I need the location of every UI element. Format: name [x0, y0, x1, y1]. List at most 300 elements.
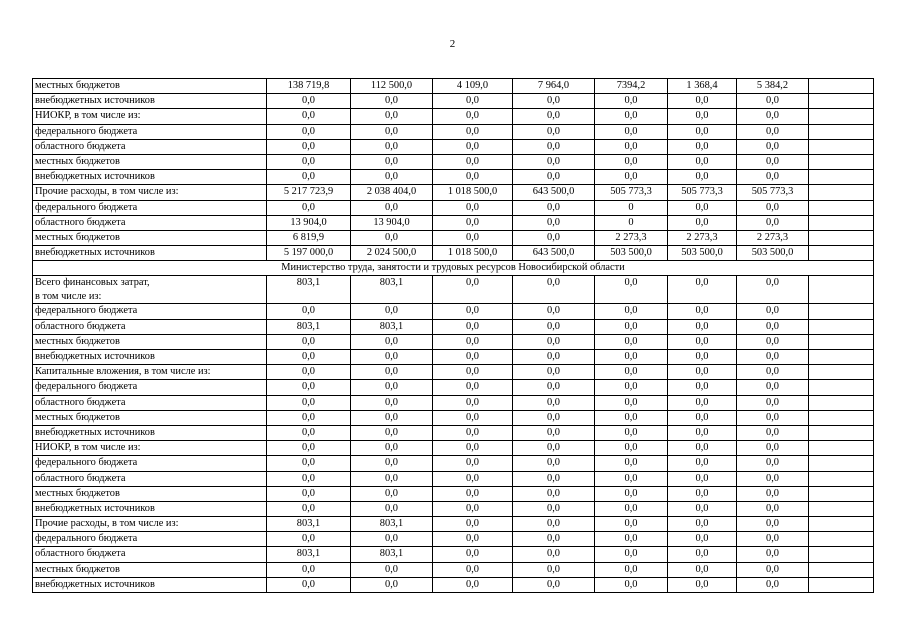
value-cell: 803,1 [267, 517, 351, 532]
row-label: федерального бюджета [33, 200, 267, 215]
value-cell: 0,0 [351, 501, 433, 516]
value-cell: 0,0 [668, 139, 737, 154]
value-cell: 0,0 [737, 395, 809, 410]
row-label: областного бюджета [33, 395, 267, 410]
ministry-heading-row [33, 261, 874, 276]
value-cell: 0,0 [513, 547, 595, 562]
value-cell [809, 425, 874, 440]
value-cell: 0,0 [737, 319, 809, 334]
value-cell: 0,0 [513, 170, 595, 185]
value-cell: 0,0 [737, 441, 809, 456]
value-cell: 0,0 [595, 124, 668, 139]
value-cell: 0,0 [668, 276, 737, 304]
value-cell: 803,1 [351, 517, 433, 532]
value-cell [809, 365, 874, 380]
value-cell: 0,0 [737, 562, 809, 577]
row-label-line: Всего финансовых затрат, [35, 277, 150, 289]
value-cell: 13 904,0 [351, 215, 433, 230]
value-cell: 0,0 [513, 109, 595, 124]
value-cell [809, 395, 874, 410]
value-cell [809, 547, 874, 562]
row-label: областного бюджета [33, 139, 267, 154]
table-row [33, 501, 874, 516]
value-cell: 0,0 [737, 154, 809, 169]
value-cell: 0,0 [433, 94, 513, 109]
value-cell: 0,0 [668, 365, 737, 380]
table-row [33, 304, 874, 319]
value-cell: 0,0 [433, 410, 513, 425]
value-cell: 0,0 [668, 109, 737, 124]
value-cell: 0,0 [267, 350, 351, 365]
value-cell: 0,0 [513, 200, 595, 215]
value-cell: 0,0 [351, 471, 433, 486]
row-label: НИОКР, в том числе из: [33, 441, 267, 456]
value-cell: 0,0 [267, 365, 351, 380]
table-row [33, 350, 874, 365]
bottom-section [33, 304, 874, 593]
value-cell: 0,0 [267, 562, 351, 577]
value-cell: 0,0 [737, 200, 809, 215]
value-cell: 0,0 [351, 200, 433, 215]
value-cell: 0,0 [267, 200, 351, 215]
value-cell: 0,0 [351, 380, 433, 395]
value-cell: 7394,2 [595, 79, 668, 94]
value-cell [809, 246, 874, 261]
table-row [33, 577, 874, 592]
value-cell: 0,0 [267, 395, 351, 410]
row-label: федерального бюджета [33, 380, 267, 395]
row-label: внебюджетных источников [33, 94, 267, 109]
row-label: Прочие расходы, в том числе из: [33, 185, 267, 200]
value-cell: 0,0 [433, 547, 513, 562]
value-cell: 0,0 [737, 425, 809, 440]
value-cell: 0,0 [513, 562, 595, 577]
value-cell: 0,0 [595, 486, 668, 501]
row-label: местных бюджетов [33, 154, 267, 169]
value-cell: 0,0 [513, 365, 595, 380]
table-row [33, 380, 874, 395]
value-cell: 0,0 [737, 456, 809, 471]
row-label: внебюджетных источников [33, 170, 267, 185]
value-cell: 0,0 [433, 334, 513, 349]
value-cell: 0,0 [351, 304, 433, 319]
value-cell: 0,0 [351, 170, 433, 185]
value-cell: 0,0 [267, 441, 351, 456]
value-cell: 0,0 [433, 425, 513, 440]
value-cell: 0,0 [595, 365, 668, 380]
row-label: местных бюджетов [33, 562, 267, 577]
value-cell: 0,0 [737, 365, 809, 380]
value-cell: 0,0 [668, 517, 737, 532]
value-cell: 0,0 [737, 517, 809, 532]
value-cell: 0,0 [668, 441, 737, 456]
value-cell: 0,0 [737, 170, 809, 185]
value-cell: 0,0 [433, 365, 513, 380]
total-row [33, 276, 874, 304]
value-cell: 0,0 [433, 471, 513, 486]
value-cell: 0,0 [595, 577, 668, 592]
value-cell: 0,0 [668, 501, 737, 516]
value-cell: 0,0 [513, 471, 595, 486]
value-cell: 0,0 [513, 517, 595, 532]
table-row [33, 365, 874, 380]
value-cell: 0,0 [513, 304, 595, 319]
row-label: федерального бюджета [33, 456, 267, 471]
value-cell: 0,0 [433, 319, 513, 334]
value-cell: 0,0 [595, 471, 668, 486]
value-cell: 503 500,0 [668, 246, 737, 261]
value-cell: 0,0 [513, 215, 595, 230]
value-cell: 0,0 [595, 425, 668, 440]
value-cell [809, 276, 874, 304]
value-cell: 4 109,0 [433, 79, 513, 94]
value-cell [809, 230, 874, 245]
table-row [33, 532, 874, 547]
value-cell: 112 500,0 [351, 79, 433, 94]
value-cell: 0,0 [668, 532, 737, 547]
value-cell: 0,0 [433, 380, 513, 395]
value-cell: 0,0 [267, 109, 351, 124]
value-cell [809, 170, 874, 185]
value-cell: 0,0 [433, 350, 513, 365]
value-cell: 0,0 [267, 380, 351, 395]
table-row [33, 185, 874, 200]
value-cell: 0,0 [595, 334, 668, 349]
row-label: внебюджетных источников [33, 501, 267, 516]
value-cell: 0,0 [351, 562, 433, 577]
value-cell: 0,0 [351, 109, 433, 124]
value-cell [809, 577, 874, 592]
row-label: федерального бюджета [33, 124, 267, 139]
value-cell [809, 562, 874, 577]
value-cell: 0,0 [737, 547, 809, 562]
value-cell: 0,0 [267, 124, 351, 139]
value-cell [809, 380, 874, 395]
value-cell: 803,1 [267, 547, 351, 562]
table-row [33, 456, 874, 471]
value-cell: 0,0 [267, 501, 351, 516]
row-label: внебюджетных источников [33, 577, 267, 592]
value-cell: 0,0 [267, 577, 351, 592]
table-row [33, 94, 874, 109]
value-cell: 0,0 [595, 109, 668, 124]
table-row [33, 395, 874, 410]
value-cell: 0,0 [513, 441, 595, 456]
value-cell: 0,0 [595, 154, 668, 169]
value-cell: 0,0 [595, 94, 668, 109]
table-row [33, 425, 874, 440]
value-cell: 0,0 [668, 486, 737, 501]
value-cell: 0,0 [433, 501, 513, 516]
value-cell: 0,0 [668, 577, 737, 592]
value-cell: 0,0 [737, 501, 809, 516]
table-row [33, 562, 874, 577]
value-cell: 0,0 [595, 456, 668, 471]
value-cell: 0,0 [267, 154, 351, 169]
value-cell: 0,0 [351, 425, 433, 440]
value-cell: 0,0 [513, 276, 595, 304]
value-cell: 0,0 [351, 94, 433, 109]
value-cell: 2 038 404,0 [351, 185, 433, 200]
value-cell: 0,0 [737, 380, 809, 395]
value-cell: 0,0 [513, 154, 595, 169]
value-cell: 1 018 500,0 [433, 246, 513, 261]
value-cell: 0,0 [267, 456, 351, 471]
value-cell: 0,0 [595, 170, 668, 185]
value-cell: 0,0 [595, 517, 668, 532]
value-cell: 505 773,3 [668, 185, 737, 200]
value-cell: 0,0 [433, 200, 513, 215]
value-cell: 0,0 [595, 532, 668, 547]
value-cell: 0,0 [433, 577, 513, 592]
value-cell [809, 471, 874, 486]
value-cell: 13 904,0 [267, 215, 351, 230]
value-cell: 0,0 [433, 562, 513, 577]
value-cell: 0,0 [267, 410, 351, 425]
value-cell: 643 500,0 [513, 185, 595, 200]
value-cell: 0,0 [433, 230, 513, 245]
value-cell [809, 185, 874, 200]
value-cell: 803,1 [267, 319, 351, 334]
value-cell: 0,0 [513, 230, 595, 245]
row-label: областного бюджета [33, 215, 267, 230]
value-cell: 0,0 [513, 577, 595, 592]
value-cell: 0,0 [595, 562, 668, 577]
value-cell: 503 500,0 [737, 246, 809, 261]
value-cell: 0,0 [668, 154, 737, 169]
value-cell: 0,0 [737, 532, 809, 547]
value-cell: 0,0 [595, 350, 668, 365]
row-label: местных бюджетов [33, 334, 267, 349]
page-number: 2 [449, 38, 456, 50]
value-cell: 0,0 [351, 350, 433, 365]
ministry-section [33, 261, 874, 304]
value-cell: 0,0 [267, 139, 351, 154]
value-cell: 0,0 [595, 276, 668, 304]
row-label: внебюджетных источников [33, 425, 267, 440]
table-row [33, 215, 874, 230]
row-label: внебюджетных источников [33, 350, 267, 365]
row-label: внебюджетных источников [33, 246, 267, 261]
value-cell: 0,0 [267, 170, 351, 185]
table-row [33, 154, 874, 169]
table-row [33, 334, 874, 349]
value-cell [809, 94, 874, 109]
value-cell: 0,0 [351, 365, 433, 380]
value-cell: 503 500,0 [595, 246, 668, 261]
value-cell: 0,0 [595, 501, 668, 516]
value-cell [809, 410, 874, 425]
row-label: областного бюджета [33, 319, 267, 334]
row-label-line: в том числе из: [35, 290, 102, 302]
value-cell: 0,0 [351, 395, 433, 410]
value-cell: 0,0 [668, 562, 737, 577]
value-cell: 643 500,0 [513, 246, 595, 261]
table-row [33, 230, 874, 245]
value-cell [809, 154, 874, 169]
row-label: областного бюджета [33, 471, 267, 486]
table-row [33, 139, 874, 154]
value-cell: 7 964,0 [513, 79, 595, 94]
table-row [33, 319, 874, 334]
value-cell [809, 79, 874, 94]
value-cell: 0,0 [351, 139, 433, 154]
value-cell: 0,0 [433, 395, 513, 410]
table-row [33, 517, 874, 532]
value-cell: 5 217 723,9 [267, 185, 351, 200]
value-cell: 0,0 [513, 425, 595, 440]
value-cell: 0,0 [513, 319, 595, 334]
value-cell: 0,0 [668, 319, 737, 334]
value-cell: 803,1 [351, 547, 433, 562]
value-cell: 0,0 [595, 410, 668, 425]
value-cell [809, 319, 874, 334]
value-cell: 0,0 [267, 304, 351, 319]
value-cell: 0,0 [351, 410, 433, 425]
value-cell: 0,0 [351, 532, 433, 547]
value-cell: 138 719,8 [267, 79, 351, 94]
value-cell: 0,0 [433, 532, 513, 547]
value-cell: 0,0 [668, 124, 737, 139]
value-cell: 0,0 [737, 486, 809, 501]
value-cell: 5 197 000,0 [267, 246, 351, 261]
value-cell: 0,0 [351, 441, 433, 456]
value-cell: 0,0 [595, 304, 668, 319]
value-cell: 803,1 [267, 276, 351, 304]
value-cell: 0,0 [351, 577, 433, 592]
value-cell [809, 501, 874, 516]
table-row [33, 486, 874, 501]
value-cell: 0,0 [668, 304, 737, 319]
value-cell: 2 024 500,0 [351, 246, 433, 261]
value-cell: 1 018 500,0 [433, 185, 513, 200]
value-cell: 0,0 [433, 170, 513, 185]
value-cell [809, 441, 874, 456]
value-cell: 803,1 [351, 319, 433, 334]
value-cell: 0,0 [513, 456, 595, 471]
value-cell: 0,0 [668, 425, 737, 440]
value-cell: 0 [595, 215, 668, 230]
value-cell: 2 273,3 [737, 230, 809, 245]
value-cell: 0,0 [433, 109, 513, 124]
row-label: местных бюджетов [33, 230, 267, 245]
value-cell: 0,0 [433, 154, 513, 169]
value-cell: 0,0 [513, 532, 595, 547]
value-cell: 0,0 [513, 139, 595, 154]
value-cell: 505 773,3 [737, 185, 809, 200]
value-cell [809, 334, 874, 349]
value-cell: 0,0 [351, 124, 433, 139]
value-cell: 0,0 [267, 486, 351, 501]
value-cell: 0,0 [737, 577, 809, 592]
value-cell: 0,0 [668, 350, 737, 365]
value-cell: 0,0 [737, 139, 809, 154]
row-label: местных бюджетов [33, 486, 267, 501]
value-cell [809, 124, 874, 139]
value-cell: 0,0 [513, 410, 595, 425]
table-row [33, 79, 874, 94]
value-cell: 0,0 [737, 471, 809, 486]
value-cell: 2 273,3 [668, 230, 737, 245]
value-cell: 0,0 [595, 319, 668, 334]
value-cell: 0,0 [513, 334, 595, 349]
value-cell: 0,0 [668, 200, 737, 215]
value-cell: 0,0 [668, 547, 737, 562]
table-row [33, 246, 874, 261]
value-cell: 505 773,3 [595, 185, 668, 200]
row-label: местных бюджетов [33, 410, 267, 425]
value-cell: 0,0 [513, 486, 595, 501]
value-cell: 5 384,2 [737, 79, 809, 94]
value-cell: 0,0 [513, 350, 595, 365]
financing-table [32, 78, 874, 593]
value-cell: 0,0 [737, 410, 809, 425]
value-cell: 6 819,9 [267, 230, 351, 245]
value-cell: 1 368,4 [668, 79, 737, 94]
row-label: областного бюджета [33, 547, 267, 562]
value-cell [809, 517, 874, 532]
table-row [33, 109, 874, 124]
value-cell: 0,0 [737, 276, 809, 304]
value-cell: 0,0 [668, 410, 737, 425]
value-cell: 0,0 [433, 124, 513, 139]
value-cell: 0,0 [267, 471, 351, 486]
value-cell: 0,0 [433, 486, 513, 501]
value-cell: 0,0 [351, 456, 433, 471]
row-label: Прочие расходы, в том числе из: [33, 517, 267, 532]
value-cell [809, 532, 874, 547]
table-row [33, 200, 874, 215]
top-section [33, 79, 874, 261]
value-cell [809, 486, 874, 501]
table-row [33, 124, 874, 139]
value-cell [809, 215, 874, 230]
value-cell: 0,0 [351, 230, 433, 245]
value-cell [809, 350, 874, 365]
value-cell: 0,0 [737, 215, 809, 230]
value-cell: 2 273,3 [595, 230, 668, 245]
value-cell: 0,0 [737, 334, 809, 349]
value-cell: 0,0 [737, 304, 809, 319]
value-cell: 0,0 [433, 304, 513, 319]
value-cell: 0,0 [595, 380, 668, 395]
table-row [33, 547, 874, 562]
value-cell: 0,0 [267, 425, 351, 440]
value-cell: 0,0 [513, 124, 595, 139]
value-cell: 0,0 [668, 380, 737, 395]
value-cell: 0,0 [351, 154, 433, 169]
value-cell: 0,0 [351, 334, 433, 349]
value-cell: 0,0 [737, 350, 809, 365]
row-label [33, 276, 267, 304]
value-cell: 0,0 [513, 380, 595, 395]
row-label: федерального бюджета [33, 532, 267, 547]
row-label: НИОКР, в том числе из: [33, 109, 267, 124]
table-row [33, 471, 874, 486]
value-cell: 0,0 [433, 517, 513, 532]
value-cell: 0,0 [668, 456, 737, 471]
row-label: федерального бюджета [33, 304, 267, 319]
value-cell: 0,0 [433, 215, 513, 230]
ministry-heading: Министерство труда, занятости и трудовых ресурсов Новосибирской области [33, 261, 874, 276]
value-cell [809, 200, 874, 215]
value-cell: 0,0 [668, 395, 737, 410]
value-cell: 0,0 [433, 139, 513, 154]
value-cell: 0,0 [351, 486, 433, 501]
value-cell: 803,1 [351, 276, 433, 304]
value-cell: 0 [595, 200, 668, 215]
value-cell: 0,0 [737, 124, 809, 139]
